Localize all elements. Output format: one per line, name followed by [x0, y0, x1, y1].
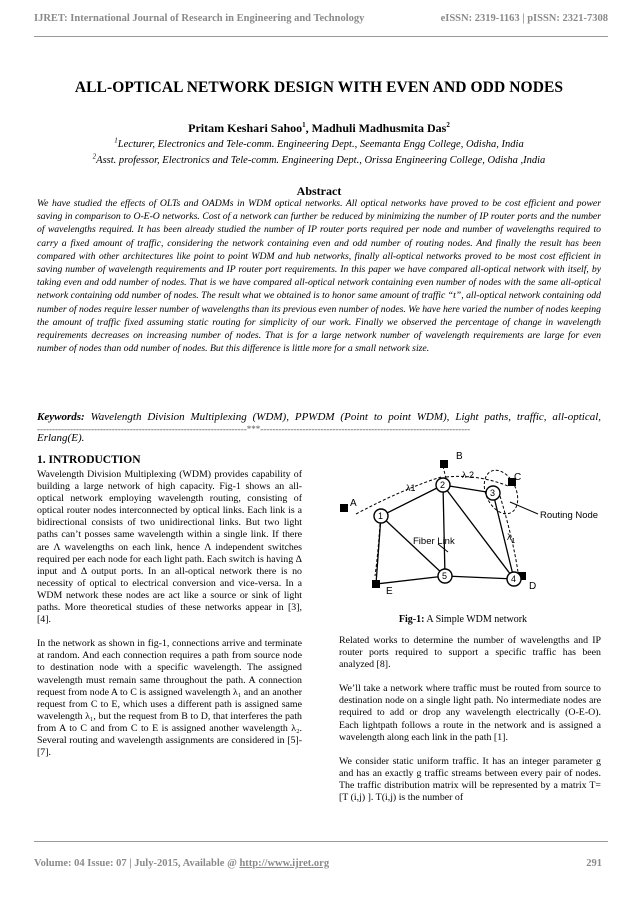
terminal-e	[372, 580, 380, 588]
right-paragraph-3: We consider static uniform traffic. It has an integer parameter g and has an exactly g traffic streams between every pair of nodes. The traffic distribution matrix will be represented by a matrix T= [T (i,j) ]. T(i,j) is the number of	[339, 755, 601, 804]
left-column	[37, 454, 302, 771]
terminal-a	[340, 504, 348, 512]
routing-nodes	[374, 478, 521, 586]
author-2: Madhuli Madhusmita Das	[311, 121, 447, 135]
intro-paragraph-2: In the network as shown in fig-1, connections arrive and terminate at random. And each connection requires a path from source node to destination node with a specific wavelength. The assigned wavelength must remain same throughout the path. A connection request from node A to C is assigned wavelength λ₁ and an another request from C to E, which uses a different path is assigned same wavelength λ₁, but the request from B to D, that interferes the path from A to C and from C to E is assigned another wavelength λ₂. Several routing and wavelength assignments are considered in [5]-[7].	[37, 638, 302, 759]
keywords-label: Keywords:	[37, 411, 85, 423]
journal-name: IJRET: International Journal of Research in Engineering and Technology	[34, 13, 365, 24]
header-rule	[34, 36, 608, 37]
wdm-network-figure	[318, 444, 608, 594]
page-footer	[34, 858, 602, 869]
abstract-text: We have studied the effects of OLTs and OADMs in WDM optical networks. All optical networks have proved to be cost efficient and power saving in comparison to O-E-O networks. Cost of a network can further be reduced by minimizing the number of IP router ports and the number of wavelengths required. It has been already studied the number of IP router ports required per node and number of wavelengths required to carry a fixed amount of traffic, considering the network containing even and odd number of routing nodes. And finally the result has been compared with other architectures like point to point WDM and hub networks, finally all-optical networks proved to be most cost efficient in saving number of wavelength requirements and IP router port requirements. In this paper we have compared all-optical network with itself, by taking even and odd number of nodes. That is we have compared all-optical network containing even number of nodes with the same all-optical network containing odd number of nodes. The result what we obtained is to honor same amount of traffic “t”, all-optical network containing odd number of nodes require lesser number of wavelengths than its previous even number of nodes. We have here varied the number of nodes keeping the amount of traffic fixed assuming static routing for simplicity of our work. Finally we observed the percentage of change in wavelength requirements decreases on increasing number of nodes. That is for a large network number of wavelength requirements are large for even number of nodes than odd number of nodes. But this difference is little more for a small network size.	[37, 198, 601, 355]
page-number: 291	[586, 858, 602, 869]
terminal-d-label: D	[529, 581, 537, 592]
figure-caption-text: A Simple WDM network	[424, 614, 528, 625]
fiber-link-label: Fiber Link	[413, 536, 455, 547]
intro-paragraph-1: Wavelength Division Multiplexing (WDM) provides capability of building a large network of high capacity. Fig-1 shows an all-optical network employing wavelength routing, consisting of optical router nodes interconnected by optical links. Each link is a bidirectional consists of two unidirectional links. But two light paths can’t posses same wavelength within a single link. If there are Λ wavelengths on each link, hence Λ independent switches required per each node for each light path. Each switch is having Δ input and Δ output ports. In an all-optical network there is no necessity of optical to electrical conversion and vice-versa. In a WDM network these nodes are act like a source or sink of light paths. More theoretical studies of these networks appear in [3], [4].	[37, 469, 302, 626]
author-1-sup: 1	[302, 121, 306, 129]
author-line	[0, 121, 638, 136]
author-2-sup: 2	[446, 121, 450, 129]
affiliation-2-text: Asst. professor, Electronics and Tele-comm. Engineering Dept., Orissa Engineering College, Odisha ,India	[96, 155, 546, 166]
node-5-label: 5	[442, 571, 448, 581]
affiliation-2-sup: 2	[92, 152, 97, 161]
figure-caption-label: Fig-1:	[398, 614, 425, 625]
affiliation-1	[0, 136, 638, 150]
lambda-2-label: λ 2	[462, 470, 475, 480]
affiliation-1-text: Lecturer, Electronics and Tele-comm. Engineering Dept., Seemanta Engg College, Odisha, India	[117, 139, 524, 150]
abstract-heading: Abstract	[296, 184, 342, 198]
author-1: Pritam Keshari Sahoo	[188, 121, 303, 135]
paper-title: ALL-OPTICAL NETWORK DESIGN WITH EVEN AND ODD NODES	[74, 79, 564, 96]
lambda-1-label: λ1	[406, 483, 416, 493]
right-paragraph-2: We’ll take a network where traffic must be routed from source to destination node on a single light path. No intermediate nodes are required to add or drop any wavelength electrically (O-E-O). Each lightpath follows a route in the network and is assigned a wavelength along each link in the path [1].	[339, 683, 601, 743]
page-header	[34, 13, 608, 24]
node-2-label: 2	[440, 480, 446, 490]
footer-volume-text: Volume: 04 Issue: 07 | July-2015, Available @	[34, 858, 240, 869]
footer-volume	[34, 858, 329, 869]
section-heading: 1. INTRODUCTION	[37, 454, 141, 466]
routing-node-label: Routing Node	[540, 510, 599, 521]
keywords-text: Wavelength Division Multiplexing (WDM), PPWDM (Point to point WDM), Light paths, traffic, all-optical, Erlang(E).	[37, 411, 602, 444]
right-column	[339, 635, 601, 816]
figure-caption	[318, 614, 608, 625]
terminal-e-label: E	[386, 586, 393, 594]
terminal-b-label: B	[456, 451, 463, 462]
terminal-a-label: A	[350, 498, 357, 509]
node-3-label: 3	[490, 488, 496, 498]
section-divider: ----------------------------------------------------------------------***----------------------------------------------------------------------	[37, 424, 471, 434]
journal-link[interactable]: http://www.ijret.org	[239, 858, 330, 869]
lambda-1b-label: $\lambda_1$	[507, 532, 516, 545]
terminal-c-label: C	[514, 472, 522, 483]
footer-rule	[34, 841, 608, 842]
terminal-b	[440, 460, 448, 468]
author-sep: ,	[305, 121, 312, 135]
routing-node-pointer	[510, 502, 538, 514]
right-paragraph-1: Related works to determine the number of wavelengths and IP router ports required to support a specific traffic has been analyzed [8].	[339, 635, 601, 671]
affiliation-1-sup: 1	[114, 136, 118, 145]
issn: eISSN: 2319-1163 | pISSN: 2321-7308	[440, 13, 608, 24]
node-1-label: 1	[378, 511, 384, 521]
node-4-label: 4	[511, 574, 517, 584]
affiliation-2	[0, 152, 638, 166]
